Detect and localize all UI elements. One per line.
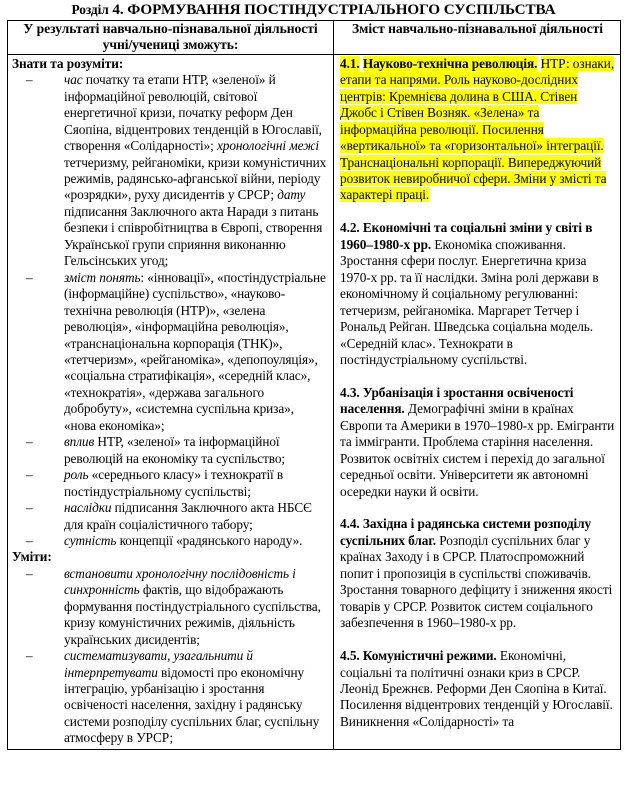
column-header-outcomes: У результаті навчально-пізнавальної діяльності учні/учениці зможуть: [8, 21, 334, 55]
outcomes-term: вплив [64, 434, 95, 450]
outcomes-group-heading: Знати та розуміти: [12, 55, 124, 71]
content-section-body: Економічні, соціальні та політичні ознаки криз в СРСР. Леонід Брежнєв. Реформи Ден Сяопіна в Китаї. Посилення відцентрових тенденцій у Югославії. Виникнення «Солідарності» та [340, 648, 613, 729]
outcomes-bullet-item [12, 648, 329, 747]
content-section-body: Розподіл суспільних благ у країнах Заходу і в СРСР. Платоспроможний попит і пропозиція в суспільстві споживачів. Зростання товарного дефіциту і зниження якості товарів у СРСР. Розвиток систем соціального забезпечення в 1960–1980-х рр. [340, 532, 613, 631]
outcomes-text: підписання Заключного акта Наради з питань безпеки і співробітництва в Європі, створення Української групи сприяння виконанню Гельсінських угод; [64, 203, 323, 269]
outcomes-text: підписання Заключного акта НБСЄ для країн соціалістичного табору; [64, 500, 312, 532]
outcomes-term: хронологічні межі [216, 138, 319, 154]
content-section-title: Урбанізація і зростання освіченості населення. [340, 384, 574, 417]
outcomes-term: встановити хронологічну послідовність і синхронність [64, 565, 296, 598]
content-section [340, 516, 617, 631]
outcomes-bullet-item [12, 434, 329, 467]
content-section-number: 4.1. [340, 55, 360, 71]
page-title [7, 0, 620, 20]
outcomes-group-heading: Уміти: [12, 549, 52, 565]
content-topics-list [334, 55, 620, 733]
table-header-row [8, 21, 621, 55]
outcomes-term: час [64, 72, 83, 88]
content-section [340, 648, 617, 730]
content-section-body: Демографічні зміни в країнах Європи та Америки в 1970–1980-х рр. Емігранти та іммігранти. Проблема старіння населення. Розвиток освітніх систем і перехід до загальної середньої освіти. Університети як автономні осередки науки й освіти. [340, 401, 615, 499]
content-section-number: 4.4. [340, 516, 360, 532]
outcomes-text: «середнього класу» і технократії в постіндустріальному суспільстві; [64, 467, 284, 499]
outcomes-text: НТР, «зеленої» та інформаційної революцій на економіку та суспільство; [64, 434, 286, 466]
outcomes-bullet-item [12, 500, 329, 533]
outcomes-text: концепції «радянського народу». [116, 532, 303, 548]
content-section [340, 385, 617, 500]
outcomes-term: зміст понять [64, 269, 141, 285]
outcomes-term: наслідки [64, 500, 112, 516]
outcomes-text: тетчеризму, рейганоміки, кризи комуністичних режимів, радянсько-афганської війни, періоду «розрядки», руху дисидентів у СРСР; [64, 154, 327, 203]
outcomes-term: роль [64, 467, 89, 483]
outcomes-bullet-list [12, 72, 329, 549]
content-section-body: Економіка споживання. Зростання сфери послуг. Енергетична криза 1970-х рр. та її наслідки. Зміна ролі держави в економічному й соціальному регулюванні: тетчеризм, рейганоміка. Маргарет Тетчер і Рональд Рейган. Шведська соціальна модель. «Середній клас». Технократи в постіндустріальному суспільстві. [340, 236, 599, 367]
cell-learning-outcomes [8, 54, 334, 749]
outcomes-text: відомості про економічну інтеграцію, урбанізацію і зростання освіченості населення, західну і радянську системи розподілу суспільних благ, суспільну атмосферу в УРСР; [64, 664, 320, 746]
outcomes-text: початку та етапи НТР, «зеленої» й інформаційної революцій, світової енергетичної кризи, початку реформ Ден Сяопіна, відцентрових тенденцій в Югославії, створення «Солідарності»; [64, 72, 322, 154]
outcomes-term: систематизувати, узагальнити й інтерпретувати [64, 648, 253, 680]
content-section-title: Західна і радянська системи розподілу суспільних благ. [340, 516, 592, 548]
outcomes-bullet-list [12, 566, 329, 747]
column-header-content: Зміст навчально-пізнавальної діяльності [334, 21, 621, 55]
outcomes-term: дату [277, 187, 306, 203]
content-section-number: 4.2. [340, 220, 360, 236]
content-section-title: Науково-технічна революція. [362, 55, 538, 71]
content-section [340, 220, 617, 368]
outcomes-bullet-item [12, 72, 329, 269]
table-body-row [8, 54, 621, 749]
outcomes-bullet-item [12, 270, 329, 435]
outcomes-bullet-item [12, 533, 329, 549]
page-title-main: 4. ФОРМУВАННЯ ПОСТІНДУСТРІАЛЬНОГО СУСПІЛЬСТВА [112, 1, 556, 18]
outcomes-text: : «інновації», «постіндустріальне (інформаційне) суспільство», «науково-технічна революція (НТР)», «зелена революція», «інформаційна революція», «транснаціональна корпорація (ТНК)», «тетчеризм», «рейганоміка», «депопоуляція», «соціальна стратифікація», «середній клас», «технократія», «держава загального добробуту», «системна суспільна криза», «нова економіка»; [64, 269, 326, 433]
outcomes-text: фактів, що відображають формування постіндустріального суспільства, кризу комуністичних режимів, діяльність українських дисидентів; [64, 582, 321, 647]
outcomes-term: сутність [64, 532, 117, 548]
curriculum-table [7, 20, 621, 750]
learning-outcomes-content [8, 55, 333, 749]
content-section-title: Комуністичні режими. [362, 648, 497, 664]
content-section-number: 4.3. [340, 384, 360, 400]
cell-content-topics [334, 54, 621, 749]
content-section [340, 56, 617, 204]
content-section-body: НТР: ознаки, етапи та напрями. Роль науково-дослідних центрів: Кремнієва долина в США. Стівен Джобс і Стівен Возняк. «Зелена» та інформаційна революції. Посилення «вертикальної» та «горизонтальної» інтеграції. Транснаціональні корпорації. Випереджуючий розвиток невиробничої сфери. Зміни у змісті та характері праці. [340, 55, 615, 203]
content-section-number: 4.5. [340, 648, 360, 664]
outcomes-bullet-item [12, 566, 329, 648]
content-section-title: Економічні та соціальні зміни у світі в 1960–1980-х рр. [340, 220, 593, 252]
page-title-prefix: Розділ [71, 2, 109, 17]
outcomes-bullet-item [12, 467, 329, 500]
